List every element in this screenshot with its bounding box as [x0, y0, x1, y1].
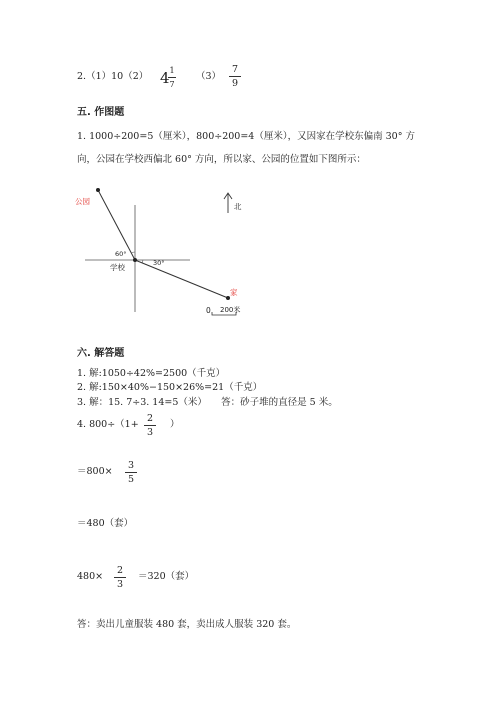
school-to-home-line	[135, 260, 228, 298]
answer-4-fraction	[144, 413, 156, 438]
step-3-suffix: ＝320（套）	[138, 571, 195, 582]
answer-1: 1. 解:1050÷42%=2500（千克）	[77, 368, 226, 379]
answer-2: 2. 解:150×40%−150×26%=21（千克）	[77, 382, 263, 393]
s3-den: 3	[116, 579, 124, 590]
final-answer: 答：卖出儿童服装 480 套，卖出成人服装 320 套。	[77, 619, 297, 630]
s3-num: 2	[116, 565, 124, 576]
q2-prefix: 2.（1）10（2）	[77, 71, 149, 82]
section5-line1: 1. 1000÷200=5（厘米），800÷200=4（厘米），又因家在学校东偏南 30° 方	[77, 131, 415, 142]
step-1-prefix: ＝800×	[77, 466, 113, 477]
park-label: 公园	[75, 197, 90, 206]
q2-mixed-whole: 4	[160, 69, 170, 87]
step-1-fraction	[125, 460, 137, 485]
scale-zero-label: 0	[206, 306, 211, 315]
s3-bar	[114, 577, 126, 578]
q2-frac3-den: 9	[231, 78, 239, 89]
q2-frac3-num: 7	[231, 64, 239, 75]
angle-60-label: 60°	[115, 250, 127, 258]
angle-60-arc	[131, 252, 135, 253]
answer-4-suffix: ）	[170, 419, 180, 430]
s1-den: 5	[127, 474, 135, 485]
angle-30-label: 30°	[153, 259, 165, 267]
a4-num: 2	[146, 413, 154, 424]
home-label: 家	[230, 288, 238, 297]
a4-den: 3	[146, 427, 154, 438]
answer-3: 3. 解：15. 7÷3. 14=5（米） 答：砂子堆的直径是 5 米。	[77, 397, 338, 408]
section5-title: 五. 作图题	[77, 107, 125, 118]
q2-frac-num: 1	[169, 66, 175, 75]
answer-4-prefix: 4. 800÷（1+	[77, 419, 139, 430]
s1-bar	[125, 472, 137, 473]
section6-title: 六. 解答题	[77, 348, 125, 359]
step-3-fraction	[114, 565, 126, 590]
scale-length-label: 200米	[220, 306, 241, 314]
school-point	[133, 258, 137, 262]
q2-frac-den: 7	[169, 80, 175, 89]
park-point	[96, 188, 100, 192]
a4-bar	[144, 425, 156, 426]
q2-part3: （3）	[196, 71, 222, 82]
angle-30-arc	[142, 260, 143, 263]
north-label: 北	[234, 202, 242, 211]
school-label: 学校	[110, 263, 125, 272]
step-3-prefix: 480×	[77, 571, 104, 582]
section5-line2: 向，公园在学校西偏北 60° 方向，所以家、公园的位置如下图所示：	[77, 154, 366, 165]
s1-num: 3	[127, 460, 135, 471]
step-2: ＝480（套）	[77, 518, 134, 529]
